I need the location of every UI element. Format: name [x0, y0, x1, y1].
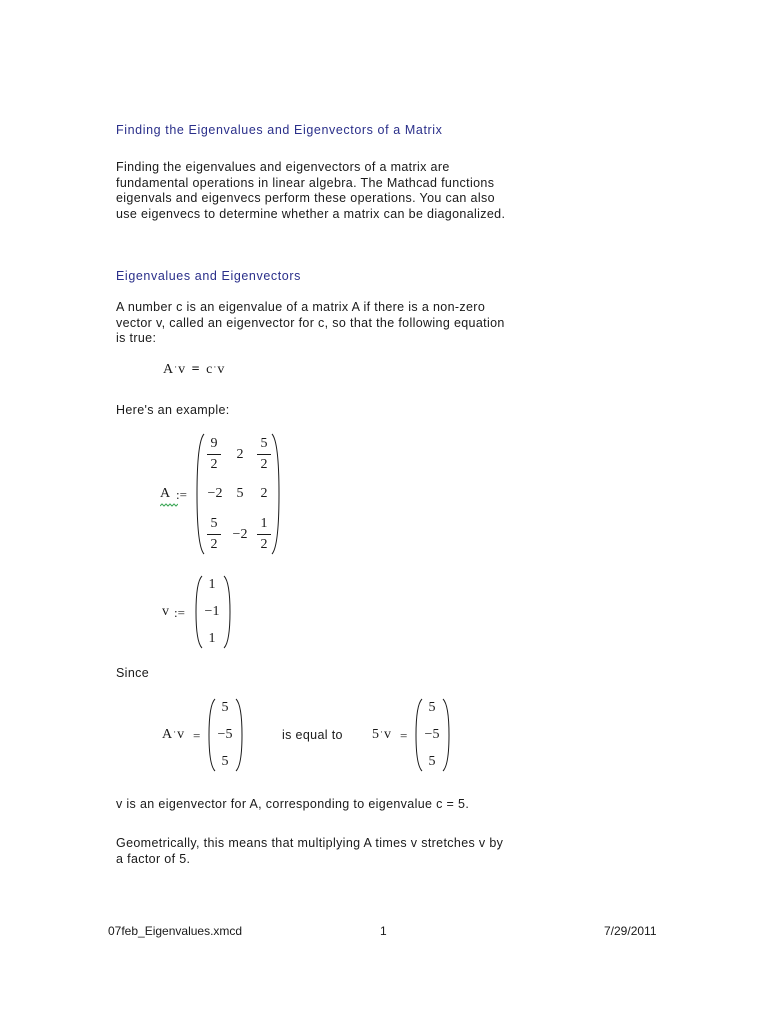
vector-v-entry: 1 [208, 577, 216, 592]
matrix-a-cell-2-1: −2 [232, 527, 248, 542]
product-5v[interactable] [370, 697, 460, 773]
geometric-paragraph [116, 836, 556, 867]
product-5v-entry: 5 [428, 754, 436, 769]
definition-line: vector v, called an eigenvector for c, so that the following equation [116, 315, 505, 330]
is-equal-to-label: is equal to [282, 728, 343, 742]
intro-line: eigenvals and eigenvecs perform these operations. You can also [116, 191, 495, 205]
matrix-a-cell-0-2: 5 2 [254, 436, 274, 473]
vector-v-name: v [162, 604, 169, 619]
vector-v-assign: := [174, 605, 185, 620]
intro-line: use eigenvecs to determine whether a matrix can be diagonalized. [116, 206, 506, 221]
intro-line: fundamental operations in linear algebra. The Mathcad functions [116, 175, 495, 190]
matrix-a-cell-2-2: 1 2 [254, 516, 274, 553]
equation-equals: = [191, 362, 200, 377]
equation-v-right: v [217, 362, 225, 377]
footer-filename: 07feb_Eigenvalues.xmcd [108, 924, 243, 938]
equation-c: c [206, 362, 213, 377]
since-label: Since [116, 666, 150, 680]
footer-page-number: 1 [380, 924, 387, 938]
product-av[interactable] [160, 697, 250, 773]
vector-v-entry: 1 [208, 631, 216, 646]
matrix-a-cell-1-2: 2 [260, 486, 268, 501]
matrix-a-cell-1-1: 5 [236, 486, 244, 501]
matrix-a-name: A [160, 486, 171, 501]
page-title: Finding the Eigenvalues and Eigenvectors of a Matrix [116, 123, 443, 137]
product-av-lhs: A·v [162, 727, 185, 742]
section-heading: Eigenvalues and Eigenvectors [116, 269, 301, 283]
conclusion-text: v is an eigenvector for A, corresponding to eigenvalue c = 5. [116, 797, 470, 811]
footer-date: 7/29/2011 [604, 924, 657, 938]
product-5v-entry: −5 [424, 727, 440, 742]
product-av-equals: = [193, 728, 201, 743]
product-av-entry: 5 [221, 700, 229, 715]
example-label: Here's an example: [116, 403, 230, 417]
matrix-a-cell-1-0: −2 [207, 486, 223, 501]
matrix-a-cell-2-0: 5 2 [204, 516, 224, 553]
equation-v: v [178, 362, 186, 377]
product-av-entry: 5 [221, 754, 229, 769]
equation-a: A [163, 362, 174, 377]
product-av-entry: −5 [217, 727, 233, 742]
matrix-a-cell-0-1: 2 [236, 447, 244, 462]
intro-line: Finding the eigenvalues and eigenvectors of a matrix are [116, 160, 450, 174]
geometric-line: Geometrically, this means that multiplying A times v stretches v by [116, 836, 504, 850]
matrix-a-cell-0-0: 9 2 [204, 436, 224, 473]
vector-v-entry: −1 [204, 604, 220, 619]
vector-v-definition[interactable] [160, 574, 240, 650]
eigen-equation[interactable]: A·v = c·v [163, 362, 225, 377]
geometric-line: a factor of 5. [116, 851, 191, 866]
definition-line: is true: [116, 331, 157, 345]
intro-paragraph [116, 160, 556, 222]
matrix-a-definition[interactable] [160, 432, 290, 556]
definition-line: A number c is an eigenvalue of a matrix A if there is a non-zero [116, 300, 486, 314]
product-5v-equals: = [400, 728, 408, 743]
spellcheck-squiggle-icon [160, 503, 178, 508]
product-5v-lhs: 5·v [372, 727, 391, 742]
matrix-a-assign: := [176, 487, 187, 502]
definition-paragraph [116, 300, 556, 347]
product-5v-entry: 5 [428, 700, 436, 715]
